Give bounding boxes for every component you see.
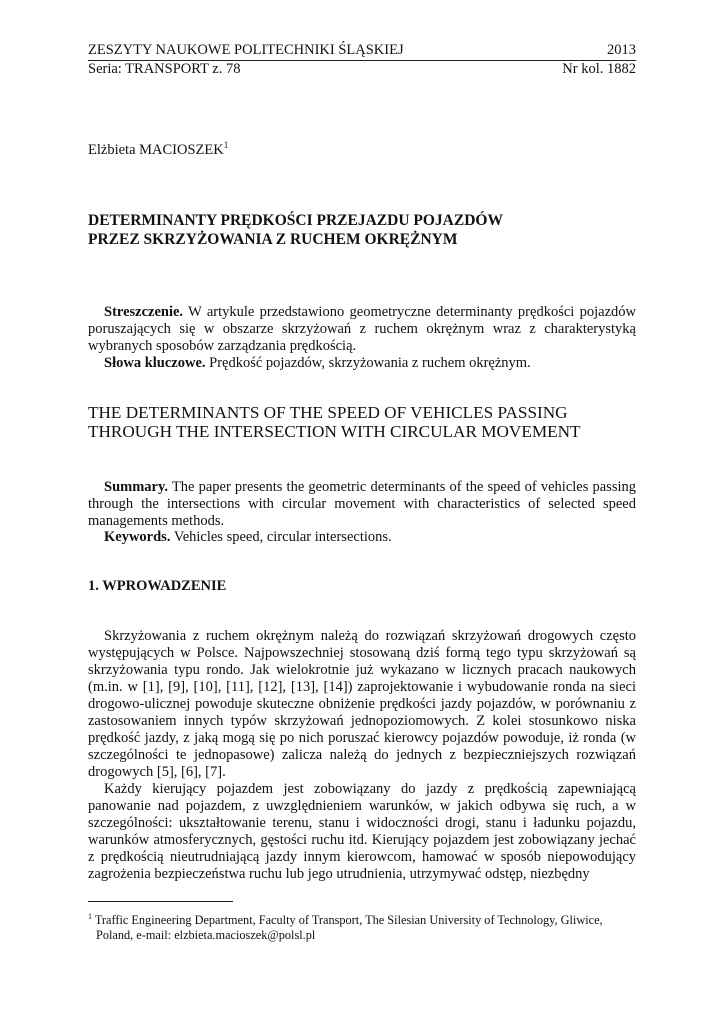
title-en-line1: THE DETERMINANTS OF THE SPEED OF VEHICLES PASSING — [88, 403, 568, 422]
abstract-en-text: The paper presents the geometric determinants of the speed of vehicles passing through the intersections with circular movement with characteristics of selected speed managements methods. — [88, 479, 636, 529]
abstract-pl-text: W artykule przedstawiono geometryczne determinanty prędkości pojazdów poruszających się w obszarze skrzyżowań z ruchem okrężnym wraz z charakterystyką wybranych sposobów zarządzania prędkością. — [88, 304, 636, 354]
journal-issue: Nr kol. 1882 — [562, 61, 636, 77]
title-en-line2: THROUGH THE INTERSECTION WITH CIRCULAR MOVEMENT — [88, 422, 581, 441]
footnote-mark: 1 — [88, 912, 92, 921]
author-name: Elżbieta MACIOSZEK — [88, 142, 224, 158]
keywords-en-label: Keywords. — [104, 529, 171, 545]
keywords-pl-text: Prędkość pojazdów, skrzyżowania z ruchem okrężnym. — [205, 355, 531, 371]
footnote-line1: Traffic Engineering Department, Faculty of Transport, The Silesian University of Technology, Gliwice, — [92, 913, 603, 927]
title-en — [88, 403, 636, 441]
title-pl-line2: PRZEZ SKRZYŻOWANIA Z RUCHEM OKRĘŻNYM — [88, 231, 458, 248]
abstract-en — [88, 479, 636, 530]
journal-year: 2013 — [607, 42, 636, 58]
keywords-pl-label: Słowa kluczowe. — [104, 355, 206, 371]
keywords-en — [88, 529, 636, 546]
journal-name: ZESZYTY NAUKOWE POLITECHNIKI ŚLĄSKIEJ — [88, 42, 404, 58]
title-pl — [88, 211, 636, 249]
abstract-pl — [88, 304, 636, 355]
author — [88, 140, 228, 159]
footnote — [88, 909, 636, 943]
abstract-pl-label: Streszczenie. — [104, 304, 184, 320]
keywords-en-text: Vehicles speed, circular intersections. — [170, 529, 392, 545]
body-paragraph-2: Każdy kierujący pojazdem jest zobowiązany do jazdy z prędkością zapewniającą panowanie nad pojazdem, z uwzględnieniem warunków, w jakich odbywa się ruch, a w szczególności: ukształtowanie terenu, stanu i widoczności drogi, stanu i ładunku pojazdu, warunków atmosferycznych, gęstości ruchu itd. Kierujący pojazdem jest zobowiązany jechać z prędkością nieutrudniającą jazdy innym kierowcom, hamować w sposób niepowodujący zagrożenia bezpieczeństwa ruchu lub jego utrudnienia, utrzymywać odstęp, niezbędny — [88, 781, 636, 882]
section-heading: 1. WPROWADZENIE — [88, 578, 227, 594]
author-footnote-mark: 1 — [223, 140, 229, 150]
abstract-en-label: Summary. — [104, 479, 169, 495]
journal-series: Seria: TRANSPORT z. 78 — [88, 61, 241, 77]
keywords-pl — [88, 355, 636, 372]
footnote-rule — [88, 901, 233, 902]
footnote-line2: Poland, e-mail: elzbieta.macioszek@polsl.pl — [96, 928, 316, 942]
body-paragraph-1: Skrzyżowania z ruchem okrężnym należą do rozwiązań skrzyżowań drogowych często występujących w Polsce. Najpowszechniej stosowaną dziś formą tego typu skrzyżowań są skrzyżowania typu rondo. Jak wielokrotnie już wykazano w licznych pracach naukowych (m.in. w [1], [9], [10], [11], [12], [13], [14]) zaprojektowanie i wybudowanie ronda na sieci drogowo-ulicznej powoduje skuteczne obniżenie prędkości jazdy pojazdów, w porównaniu z zastosowaniem innych typów skrzyżowań jednopoziomowych. Z kolei stosunkowo niska prędkość jazdy, z jaką mogą się po nich poruszać kierowcy pojazdów powoduje, iż ronda (w szczególności te jednopasowe) zalicza należą do jednych z bezpieczniejszych rozwiązań drogowych [5], [6], [7]. — [88, 628, 636, 780]
title-pl-line1: DETERMINANTY PRĘDKOŚCI PRZEJAZDU POJAZDÓW — [88, 212, 503, 229]
